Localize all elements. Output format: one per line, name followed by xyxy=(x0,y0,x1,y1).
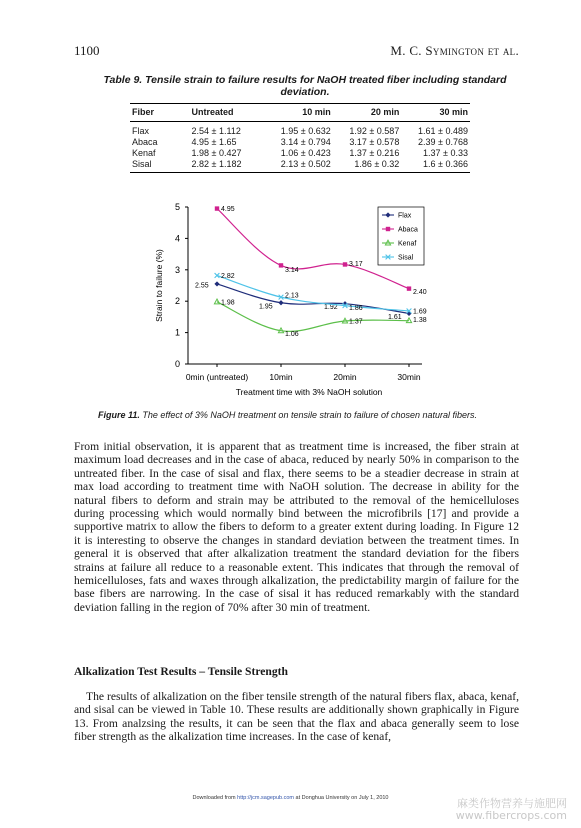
table-cell: Flax xyxy=(132,126,150,136)
x-tick-label: 0min (untreated) xyxy=(185,372,249,382)
y-axis-label: Strain to failure (%) xyxy=(154,249,164,322)
running-header-authors: M. C. Symington et al. xyxy=(390,43,519,58)
kenaf-data-label: 1.37 xyxy=(349,318,363,326)
table-cell: 1.86 ± 0.32 xyxy=(333,159,402,173)
table-caption-label: Table 9. xyxy=(103,74,143,86)
table-cell: 2.82 ± 1.182 xyxy=(168,159,265,173)
table-cell: 1.61 ± 0.489 xyxy=(418,126,468,136)
kenaf-series-line xyxy=(217,302,409,332)
y-tick-label: 1 xyxy=(174,327,180,338)
abaca-data-label: 3.14 xyxy=(285,266,299,274)
y-tick-label: 5 xyxy=(174,202,180,212)
table-header-row xyxy=(130,104,470,122)
abaca-point xyxy=(407,286,411,290)
flax-data-label: 1.95 xyxy=(259,303,273,311)
table-cell: Abaca xyxy=(132,137,158,147)
section-heading: Alkalization Test Results – Tensile Strength xyxy=(74,665,288,678)
column-header: Untreated xyxy=(168,104,265,122)
watermark xyxy=(456,798,567,822)
table-cell: 2.13 ± 0.502 xyxy=(264,159,333,173)
table-cell: 1.95 ± 0.632 xyxy=(280,126,331,136)
table-cell: 1.6 ± 0.366 xyxy=(401,159,470,173)
abaca-point xyxy=(279,263,283,267)
body-paragraph: From initial observation, it is apparent that as treatment time is increased, the fiber strain at maximum load decreases and in the case of abaca, reduced by nearly 50% in comparison to the untreated fiber. In the case of sisal and flax, there seems to be a steadier decrease in strain at max load according to treatment time with NaOH solution. The decrease in ability for the natural fibers to deform and strain may be attributed to the removal of the hemicelluloses during processing which would normally bind between the microfibrils [17] and provide a supportive matrix to allow the fibers to deform to a greater extent during loading. In Figure 12 it is interesting to observe the changes in standard deviation between the treatment times. In general it is observed that after alkalization treatment the standard deviation for the fibers strains at failure all reduce to a reasonable extent. This indicates that through the removal of hemicelluloses, fats and waxes through alkalization, the predictability margin of failure for the base fibers are narrowing. In the case of sisal it has reduced remarkably with the standard deviation falling in the region of 70% after 30 min of treatment. xyxy=(74,440,519,614)
flax-data-label: 2.55 xyxy=(195,282,209,290)
table-cell: 4.95 ± 1.65 xyxy=(191,137,237,147)
column-header: 30 min xyxy=(401,104,470,122)
legend-label-sisal: Sisal xyxy=(398,254,414,262)
y-tick-label: 3 xyxy=(174,264,180,275)
table-cell: Kenaf xyxy=(132,148,156,158)
sisal-data-label: 2.13 xyxy=(285,292,299,300)
table-row xyxy=(130,137,470,148)
sisal-data-label: 2.82 xyxy=(221,272,235,280)
legend-label-flax: Flax xyxy=(398,212,412,220)
kenaf-point xyxy=(214,299,219,304)
body-paragraph: The results of alkalization on the fiber tensile strength of the natural fibers flax, abaca, kenaf, and sisal can be viewed in Table 10. These results are additionally shown graphically in Figure 13. From analzsing the results, it can be seen that the flax and abaca generally seem to lose fiber strength as the alkalization time increases. In the case of kenaf, xyxy=(74,690,519,744)
legend-label-kenaf: Kenaf xyxy=(398,240,417,248)
table-cell: 1.37 ± 0.216 xyxy=(349,148,400,158)
download-suffix: at Donghua University on July 1, 2010 xyxy=(295,795,389,801)
page-number: 1100 xyxy=(74,43,100,58)
flax-data-label: 1.92 xyxy=(324,304,338,312)
table-cell: 1.98 ± 0.427 xyxy=(191,148,242,158)
abaca-data-label: 3.17 xyxy=(349,260,363,268)
abaca-point xyxy=(343,262,347,266)
table-cell: 2.39 ± 0.768 xyxy=(418,137,468,147)
table-cell: 3.14 ± 0.794 xyxy=(280,137,331,147)
abaca-point xyxy=(215,206,219,210)
x-axis-label: Treatment time with 3% NaOH solution xyxy=(235,387,383,397)
legend-label-abaca: Abaca xyxy=(398,226,418,234)
table-caption xyxy=(100,74,510,98)
kenaf-data-label: 1.38 xyxy=(413,317,427,325)
table-cell: 1.06 ± 0.423 xyxy=(280,148,331,158)
strain-table xyxy=(130,103,470,173)
download-link[interactable]: http://jcm.sagepub.com xyxy=(237,795,295,801)
sisal-data-label: 1.86 xyxy=(349,305,363,313)
sisal-data-label: 1.69 xyxy=(413,308,427,316)
flax-data-label: 1.61 xyxy=(388,313,402,321)
y-tick-label: 4 xyxy=(174,233,180,244)
flax-point xyxy=(278,300,283,305)
table-cell: Sisal xyxy=(130,159,168,173)
table-row xyxy=(130,148,470,159)
watermark-line-1: 麻类作物营养与施肥网 xyxy=(457,797,567,810)
kenaf-data-label: 1.06 xyxy=(285,331,299,339)
watermark-line-2: www.fibercrops.com xyxy=(455,809,567,822)
table-cell: 3.17 ± 0.578 xyxy=(349,137,400,147)
y-tick-label: 2 xyxy=(174,296,180,307)
column-header: 20 min xyxy=(333,104,402,122)
abaca-data-label: 4.95 xyxy=(221,206,235,214)
x-tick-label: 30min xyxy=(397,372,421,382)
y-tick-label: 0 xyxy=(174,359,180,369)
flax-point xyxy=(214,281,219,286)
figure-caption-label: Figure 11. xyxy=(98,410,140,420)
column-header: Fiber xyxy=(130,104,168,122)
figure-caption-text: The effect of 3% NaOH treatment on tensile strain to failure of chosen natural fibers. xyxy=(142,410,478,420)
legend-marker-abaca xyxy=(386,227,390,231)
strain-line-chart xyxy=(140,195,440,405)
table-cell: 1.92 ± 0.587 xyxy=(349,126,400,136)
table-row xyxy=(130,122,470,138)
abaca-data-label: 2.40 xyxy=(413,289,427,297)
x-tick-label: 10min xyxy=(269,372,293,382)
figure-caption xyxy=(98,410,518,420)
table-cell: 2.54 ± 1.112 xyxy=(191,126,241,136)
table-cell: 1.37 ± 0.33 xyxy=(423,148,468,158)
column-header: 10 min xyxy=(264,104,333,122)
kenaf-point xyxy=(406,318,411,323)
download-prefix: Downloaded from xyxy=(192,795,236,801)
kenaf-data-label: 1.98 xyxy=(221,299,235,307)
x-tick-label: 20min xyxy=(333,372,357,382)
table-caption-text: Tensile strain to failure results for NaOH treated fiber including standard deviation. xyxy=(145,74,507,98)
table-row xyxy=(130,159,470,173)
